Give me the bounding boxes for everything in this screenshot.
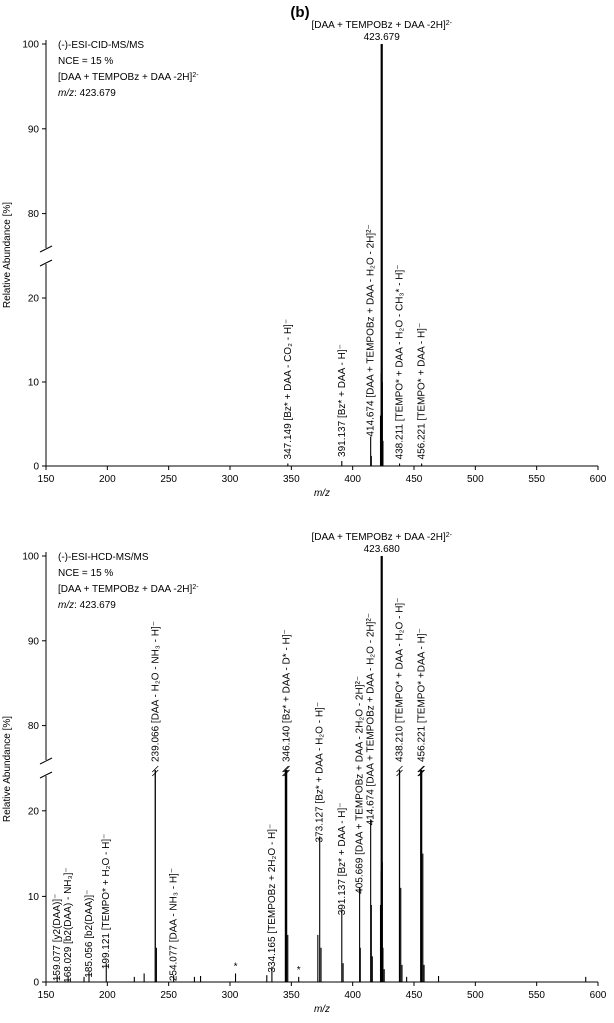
- peak-annotation: 334.165 [TEMPOBz + 2H₂O - H]⁻: [266, 823, 278, 973]
- base-peak-ion-label: [DAA + TEMPOBz + DAA -2H]$^{2-}$: [311, 531, 452, 543]
- x-tick-label: 250: [160, 990, 178, 1001]
- y-tick-label: 90: [27, 636, 39, 648]
- peak-annotation: 414.674 [DAA + TEMPOBz + DAA - H₂O - 2H]²⁻: [365, 224, 377, 437]
- x-tick-label: 450: [405, 474, 423, 485]
- method-title: (-)-ESI-HCD-MS/MS: [58, 552, 149, 563]
- x-tick-label: 300: [221, 990, 239, 1001]
- x-tick-label: 500: [466, 474, 484, 485]
- peak-annotation: 346.140 [Bz* + DAA - D* - H]⁻: [281, 629, 293, 762]
- peak-annotation: 159.077 [y2(DAA)]⁻: [52, 893, 64, 982]
- y-tick-label: 0: [33, 461, 39, 473]
- peak-annotation: 391.137 [Bz* + DAA - H]⁻: [336, 802, 348, 916]
- peak-annotation: 254.077 [DAA - NH₃ - H]⁻: [168, 867, 180, 982]
- x-tick-label: 600: [589, 990, 607, 1001]
- peak-annotation: 391.137 [Bz* + DAA - H]⁻: [336, 344, 348, 457]
- peak-annotation: 438.211 [TEMPO* + DAA - H₂O - CH₃* - H]⁻: [394, 264, 406, 460]
- y-tick-label: 100: [22, 39, 39, 51]
- star-mark: *: [296, 964, 301, 976]
- x-tick-label: 550: [528, 990, 546, 1001]
- panel-label: (b): [290, 4, 310, 21]
- y-tick-label: 10: [27, 377, 39, 389]
- y-tick-label: 90: [27, 124, 39, 136]
- peak-annotation: 199.121 [TEMPO* + H₂O - H]⁻: [101, 833, 113, 970]
- x-axis-label: m/z: [313, 1004, 331, 1015]
- x-tick-label: 600: [589, 474, 607, 485]
- peak-annotation: 405.669 [DAA + TEMPOBz + DAA - 2H₂O - 2H]²⁻: [354, 675, 366, 894]
- x-tick-label: 200: [98, 474, 116, 485]
- y-tick-label: 0: [33, 977, 39, 989]
- peak-annotation: 347.149 [Bz* + DAA - CO₂ - H]⁻: [282, 318, 294, 460]
- y-axis-label: Relative Abundance [%]: [2, 715, 13, 823]
- x-tick-label: 200: [98, 990, 116, 1001]
- star-mark: *: [233, 961, 238, 973]
- y-tick-label: 80: [27, 209, 39, 221]
- x-tick-label: 350: [282, 990, 300, 1001]
- x-tick-label: 150: [37, 990, 55, 1001]
- base-peak-ion-label: [DAA + TEMPOBz + DAA -2H]$^{2-}$: [311, 19, 452, 31]
- x-tick-label: 450: [405, 990, 423, 1001]
- y-tick-label: 20: [27, 293, 39, 305]
- x-tick-label: 350: [282, 474, 300, 485]
- x-tick-label: 250: [160, 474, 178, 485]
- method-mz: m/z: 423.679: [58, 600, 116, 611]
- x-tick-label: 500: [466, 990, 484, 1001]
- method-nce: NCE = 15 %: [58, 56, 114, 67]
- peak-annotation: 456.221 [TEMPO* +DAA - H]⁻: [416, 628, 428, 762]
- base-peak-mz-label: 423.679: [363, 32, 400, 43]
- base-peak-mz-label: 423.680: [363, 544, 400, 555]
- hcd-spectrum: [2, 532, 607, 1016]
- y-axis-label: Relative Abundance [%]: [2, 201, 13, 309]
- x-axis-label: m/z: [313, 488, 331, 499]
- method-nce: NCE = 15 %: [58, 568, 114, 579]
- x-tick-label: 150: [37, 474, 55, 485]
- y-tick-label: 20: [27, 806, 39, 818]
- y-tick-label: 10: [27, 891, 39, 903]
- method-ion: [DAA + TEMPOBz + DAA -2H]$^{2-}$: [58, 71, 199, 83]
- x-tick-label: 400: [344, 990, 362, 1001]
- peak-annotation: 373.127 [Bz* + DAA - H₂O - H]⁻: [314, 701, 326, 843]
- x-tick-label: 550: [528, 474, 546, 485]
- method-ion: [DAA + TEMPOBz + DAA -2H]$^{2-}$: [58, 583, 199, 595]
- x-tick-label: 300: [221, 474, 239, 485]
- peak-annotation: 239.066 [DAA - H₂O - NH₃ - H]⁻: [150, 620, 162, 762]
- peak-annotation: 414.674 [DAA + TEMPOBz + DAA - H₂O - 2H]²⁻: [365, 612, 377, 826]
- method-mz: m/z: 423.679: [58, 88, 116, 99]
- x-tick-label: 400: [344, 474, 362, 485]
- peak-annotation: 168.029 [b2(DAA) - NH₃]⁻: [63, 867, 75, 983]
- peak-annotation: 185.056 [b2(DAA)]⁻: [84, 889, 96, 978]
- y-tick-label: 100: [22, 551, 39, 563]
- y-tick-label: 80: [27, 721, 39, 733]
- peak-annotation: 456.221 [TEMPO* + DAA - H]⁻: [416, 322, 428, 460]
- peak-annotation: 438.210 [TEMPO* + DAA - H₂O - H]⁻: [394, 597, 406, 762]
- cid-spectrum: [2, 20, 607, 500]
- method-title: (-)-ESI-CID-MS/MS: [58, 40, 145, 51]
